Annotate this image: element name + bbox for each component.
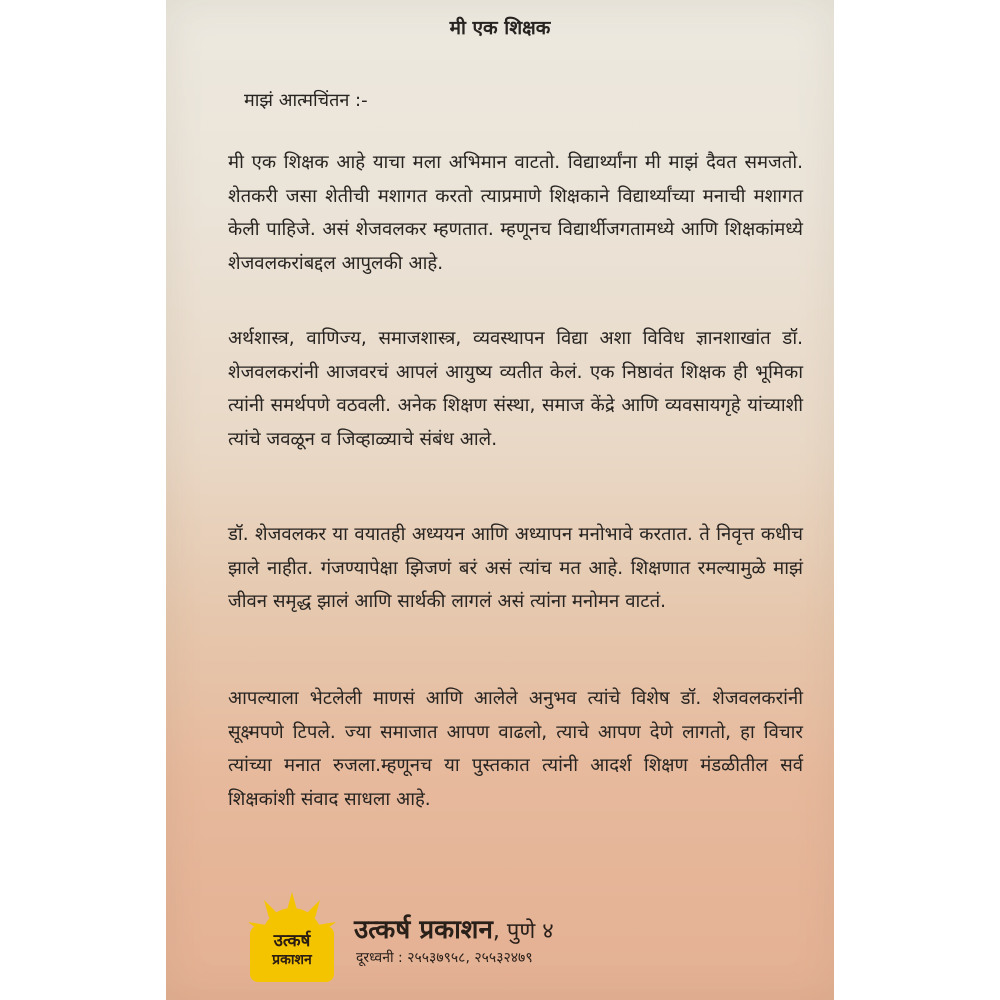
book-title: मी एक शिक्षक [449,17,551,39]
logo-text-line2: प्रकाशन [272,952,312,968]
publisher-city: , पुणे ४ [492,919,554,944]
section-heading: माझं आत्मचिंतन :- [244,90,368,111]
logo-text-line1: उत्कर्ष [273,931,311,951]
paragraph-4: आपल्याला भेटलेली माणसं आणि आलेले अनुभव त्यांचे विशेष डॉ. शेजवलकरांनी सूक्ष्मपणे टिपले. ज्या समाजात आपण वाढलो, त्याचे आपण देणे लागतो, हा विचार त्यांच्या मनात रुजला.म्हणूनच या पुस्तकात त्यांनी आदर्श शिक्षण मंडळीतील सर्व शिक्षकांशी संवाद साधला आहे. [228,688,803,810]
book-back-cover [166,0,834,1000]
publisher-logo [244,892,340,986]
publisher-line [354,910,554,946]
publisher-name: उत्कर्ष प्रकाशन [354,915,493,945]
paragraph-1: मी एक शिक्षक आहे याचा मला अभिमान वाटतो. विद्यार्थ्यांना मी माझं दैवत समजतो. शेतकरी जसा शेतीची मशागत करतो त्याप्रमाणे शिक्षकाने विद्यार्थ्यांच्या मनाची मशागत केली पाहिजे. असं शेजवलकर म्हणतात. म्हणूनच विद्यार्थीजगतामध्ये आणि शिक्षकांमध्ये शेजवलकरांबद्दल आपुलकी आहे. [228,152,803,274]
publisher-phones: दूरध्वनी : २५५३७९५८, २५५३२४७९ [356,950,533,966]
paragraph-2: अर्थशास्त्र, वाणिज्य, समाजशास्त्र, व्यवस्थापन विद्या अशा विविध ज्ञानशाखांत डॉ. शेजवलकरांनी आजवरचं आपलं आयुष्य व्यतीत केलं. एक निष्ठावंत शिक्षक ही भूमिका त्यांनी समर्थपणे वठवली. अनेक शिक्षण संस्था, समाज केंद्रे आणि व्यवसायगृहे यांच्याशी त्यांचे जवळून व जिव्हाळ्याचे संबंध आले. [228,328,803,450]
paragraph-3: डॉ. शेजवलकर या वयातही अध्ययन आणि अध्यापन मनोभावे करतात. ते निवृत्त कधीच झाले नाहीत. गंजण्यापेक्षा झिजणं बरं असं त्यांच मत आहे. शिक्षणात रमल्यामुळे माझं जीवन समृद्ध झालं आणि सार्थकी लागलं असं त्यांना मनोमन वाटतं. [228,524,803,612]
